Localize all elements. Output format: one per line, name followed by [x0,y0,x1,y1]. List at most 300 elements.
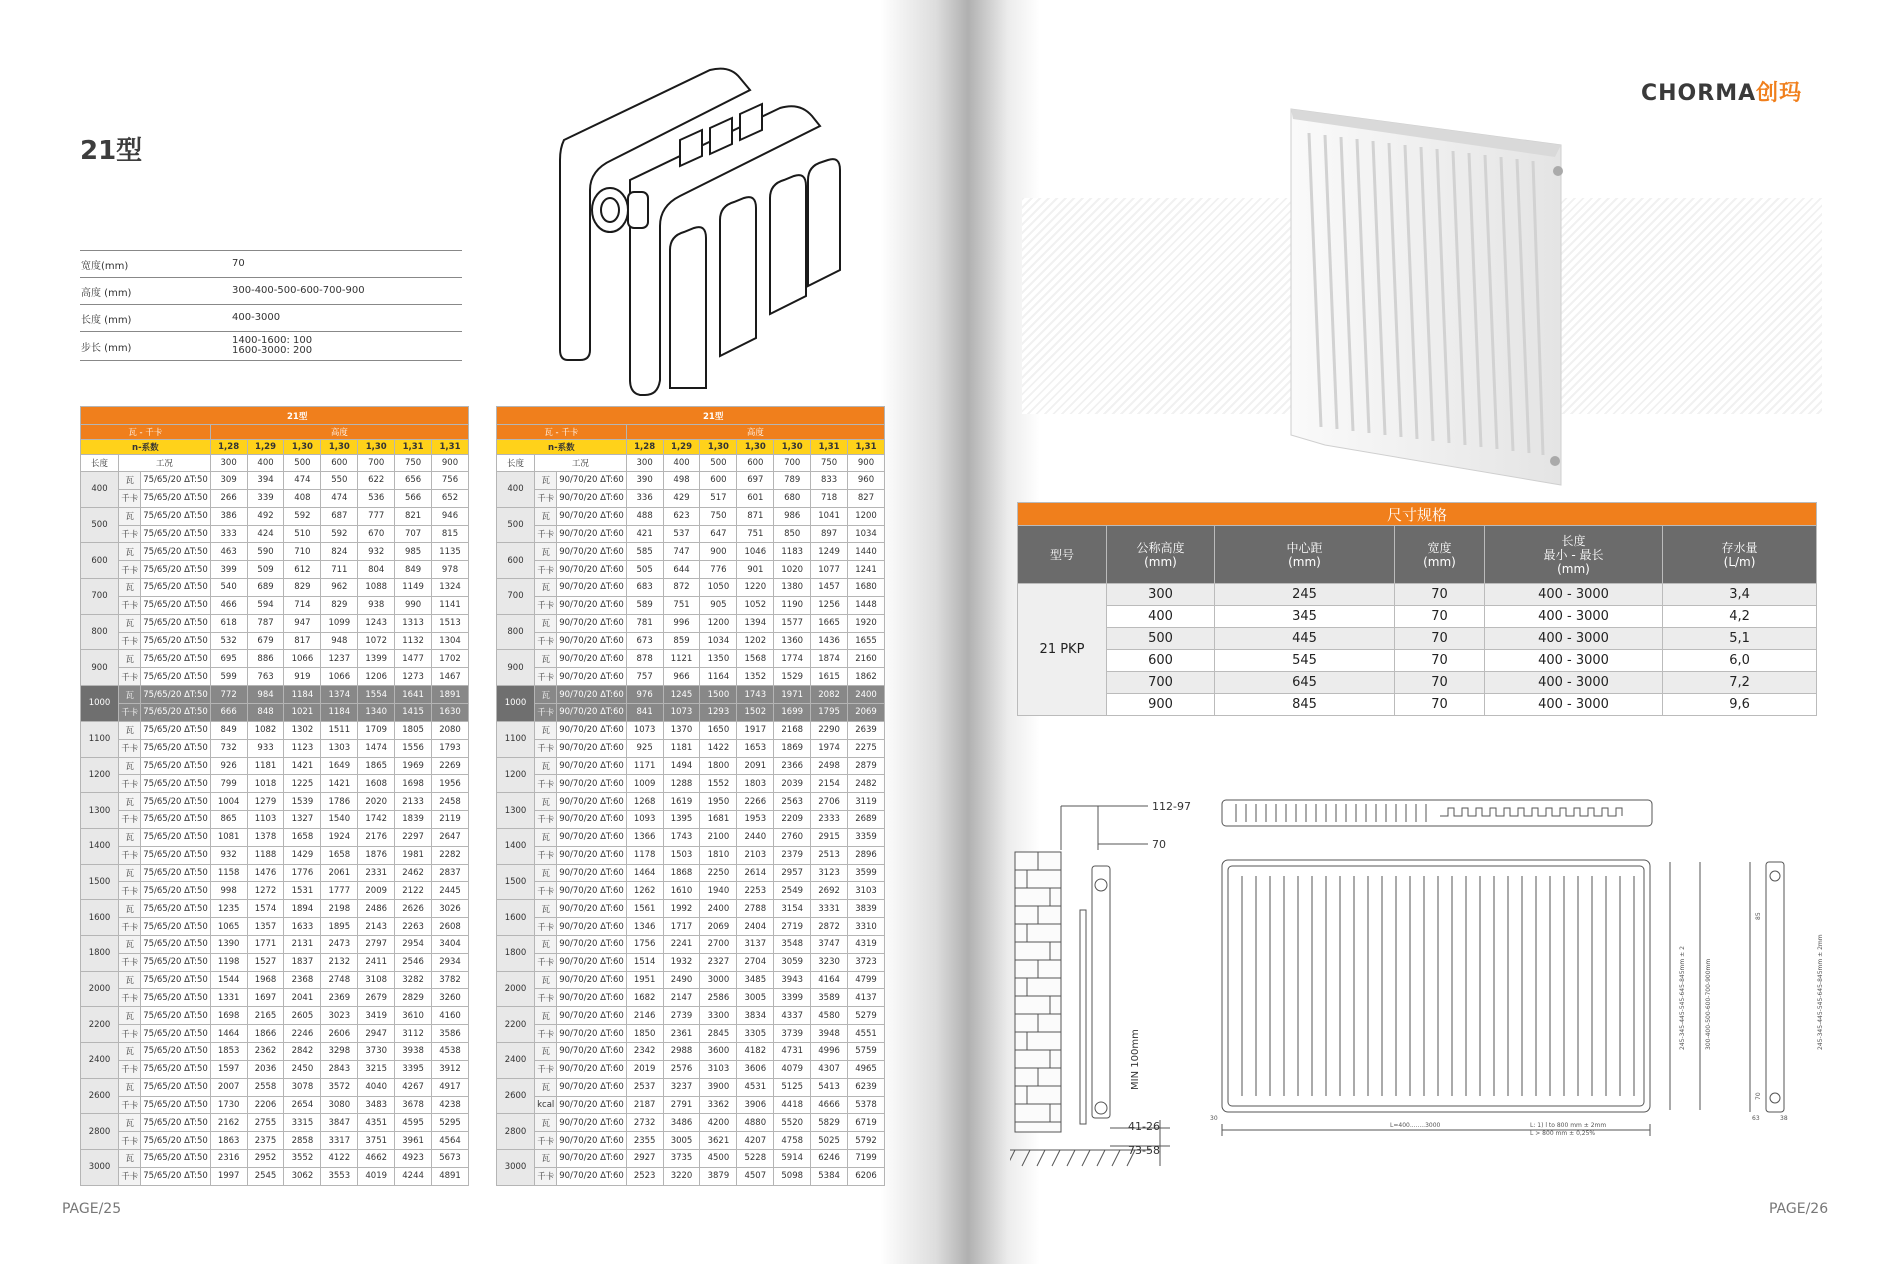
table-row [497,864,885,882]
value-cell: 2546 [395,953,432,971]
length-cell: 600 [81,543,119,579]
value-cell: 695 [210,650,247,668]
value-cell: 3723 [848,953,885,971]
table-row [81,1007,469,1025]
table-row [497,900,885,918]
col-header: 公称高度 (mm) [1107,526,1215,584]
condition-cell: 75/65/20 ΔT:50 [141,1060,210,1078]
value-cell: 509 [247,561,284,579]
unit-cell: 千卡 [535,811,557,829]
value-cell: 1891 [432,686,469,704]
condition-cell: 75/65/20 ΔT:50 [141,918,210,936]
value-cell: 492 [247,507,284,525]
size-row [1018,694,1817,716]
value-cell: 1730 [210,1096,247,1114]
value-cell: 1477 [395,650,432,668]
table-row [81,953,469,971]
length-cell: 400 [497,472,535,508]
value-cell: 2355 [626,1132,663,1150]
n-factor-cell: 1,30 [700,440,737,455]
value-cell: 1190 [774,596,811,614]
table-row [81,864,469,882]
value-cell: 2739 [663,1007,700,1025]
condition-cell: 75/65/20 ΔT:50 [141,1096,210,1114]
value-cell: 517 [700,489,737,507]
length-cell: 1500 [81,864,119,900]
value-cell: 1235 [210,900,247,918]
spec-row [80,277,462,304]
unit-cell: 瓦 [535,543,557,561]
value-cell: 3938 [395,1043,432,1061]
value-cell: 2198 [321,900,358,918]
table-row [81,507,469,525]
value-cell: 990 [395,596,432,614]
size-cell: 70 [1395,628,1485,650]
dim-bottom-1: 41-26 [1128,1120,1160,1133]
value-cell: 1786 [321,793,358,811]
length-cell: 1200 [497,757,535,793]
value-cell: 1184 [284,686,321,704]
value-cell: 1262 [626,882,663,900]
value-cell: 2679 [358,989,395,1007]
table-row [81,543,469,561]
logo-latin: CHORMA [1641,81,1757,106]
value-cell: 540 [210,579,247,597]
condition-cell: 90/70/20 ΔT:60 [557,828,626,846]
condition-cell: 90/70/20 ΔT:60 [557,721,626,739]
value-cell: 1552 [700,775,737,793]
size-row [1018,672,1817,694]
value-cell: 5279 [848,1007,885,1025]
value-cell: 1699 [774,703,811,721]
condition-cell: 75/65/20 ΔT:50 [141,1114,210,1132]
value-cell: 1021 [284,703,321,721]
value-cell: 3589 [811,989,848,1007]
value-cell: 618 [210,614,247,632]
value-cell: 966 [663,668,700,686]
unit-cell: 千卡 [535,1132,557,1150]
spec-key: 步长 (mm) [81,342,132,354]
value-cell: 799 [210,775,247,793]
value-cell: 3315 [284,1114,321,1132]
unit-cell: 瓦 [119,543,141,561]
value-cell: 1529 [774,668,811,686]
unit-cell: 瓦 [535,614,557,632]
value-cell: 1200 [848,507,885,525]
condition-header: 工况 [535,455,627,472]
unit-cell: 千卡 [119,632,141,650]
value-cell: 849 [210,721,247,739]
value-cell: 2147 [663,989,700,1007]
value-cell: 1178 [626,846,663,864]
value-cell: 947 [284,614,321,632]
value-cell: 3735 [663,1150,700,1168]
value-cell: 592 [284,507,321,525]
size-cell: 6,0 [1663,650,1817,672]
value-cell: 2266 [737,793,774,811]
condition-cell: 75/65/20 ΔT:50 [141,579,210,597]
value-cell: 1665 [811,614,848,632]
brand-logo [1641,76,1802,107]
value-cell: 2558 [247,1078,284,1096]
value-cell: 3834 [737,1007,774,1025]
value-cell: 1810 [700,846,737,864]
condition-cell: 75/65/20 ΔT:50 [141,828,210,846]
value-cell: 1034 [848,525,885,543]
table-row [497,828,885,846]
condition-cell: 75/65/20 ΔT:50 [141,1132,210,1150]
table-row [81,1132,469,1150]
value-cell: 1184 [321,703,358,721]
value-cell: 901 [737,561,774,579]
table-title-row [81,407,469,425]
table-title: 21型 [497,407,885,425]
value-cell: 5098 [774,1167,811,1185]
value-cell: 1974 [811,739,848,757]
value-cell: 1924 [321,828,358,846]
value-cell: 1220 [737,579,774,597]
value-cell: 1324 [432,579,469,597]
value-cell: 4595 [395,1114,432,1132]
height-cell: 750 [395,455,432,472]
n-factor-header: n-系数 [81,440,211,455]
value-cell: 1188 [247,846,284,864]
unit-cell: 瓦 [119,1114,141,1132]
value-cell: 850 [774,525,811,543]
value-cell: 776 [700,561,737,579]
value-cell: 2954 [395,935,432,953]
value-cell: 1619 [663,793,700,811]
length-cell: 1200 [81,757,119,793]
value-cell: 3317 [321,1132,358,1150]
unit-cell: 瓦 [535,900,557,918]
value-cell: 960 [848,472,885,490]
unit-cell: 千卡 [119,1096,141,1114]
unit-cell: 千卡 [119,1060,141,1078]
condition-cell: 75/65/20 ΔT:50 [141,686,210,704]
n-factor-cell: 1,29 [663,440,700,455]
unit-cell: 瓦 [535,650,557,668]
value-cell: 1932 [663,953,700,971]
value-cell: 3483 [358,1096,395,1114]
value-cell: 1171 [626,757,663,775]
value-cell: 666 [210,703,247,721]
condition-cell: 90/70/20 ΔT:60 [557,900,626,918]
unit-cell: 瓦 [119,614,141,632]
unit-cell: 千卡 [119,882,141,900]
value-cell: 1073 [626,721,663,739]
value-cell: 2896 [848,846,885,864]
value-cell: 3419 [358,1007,395,1025]
value-cell: 2576 [663,1060,700,1078]
value-cell: 3137 [737,935,774,953]
unit-cell: 瓦 [119,1007,141,1025]
condition-cell: 75/65/20 ΔT:50 [141,935,210,953]
value-cell: 2404 [737,918,774,936]
value-cell: 3751 [358,1132,395,1150]
size-cell: 400 - 3000 [1485,672,1663,694]
heat-output-table-75-65-20 [80,406,469,1186]
value-cell: 1774 [774,650,811,668]
table-row [81,596,469,614]
value-cell: 2706 [811,793,848,811]
size-cell: 70 [1395,650,1485,672]
unit-cell: 千卡 [119,525,141,543]
value-cell: 1164 [700,668,737,686]
value-cell: 1917 [737,721,774,739]
height-cell: 300 [210,455,247,472]
technical-drawing [1010,790,1850,1200]
condition-cell: 90/70/20 ΔT:60 [557,561,626,579]
condition-cell: 75/65/20 ΔT:50 [141,793,210,811]
value-cell: 2704 [737,953,774,971]
spec-key: 高度 (mm) [81,287,132,299]
value-cell: 2007 [210,1078,247,1096]
spec-value: 300-400-500-600-700-900 [232,285,365,296]
value-cell: 1862 [848,668,885,686]
condition-cell: 75/65/20 ΔT:50 [141,1007,210,1025]
value-cell: 1561 [626,900,663,918]
height-header: 高度 [210,425,468,440]
value-cell: 1476 [247,864,284,882]
unit-cell: 千卡 [535,525,557,543]
value-cell: 1243 [358,614,395,632]
value-cell: 3298 [321,1043,358,1061]
unit-cell: 瓦 [119,579,141,597]
unit-header: 瓦 - 千卡 [81,425,211,440]
column-header-row [497,455,885,472]
value-cell: 2400 [848,686,885,704]
length-header: 长度 [81,455,119,472]
table-row [81,739,469,757]
dim-85: 85 [1755,912,1762,920]
value-cell: 1874 [811,650,848,668]
value-cell: 2858 [284,1132,321,1150]
value-cell: 670 [358,525,395,543]
condition-cell: 90/70/20 ΔT:60 [557,543,626,561]
value-cell: 1615 [811,668,848,686]
unit-cell: 千卡 [535,1060,557,1078]
unit-cell: 千卡 [535,1025,557,1043]
left-page [0,0,930,1264]
value-cell: 1494 [663,757,700,775]
dim-bottom-2: 73-58 [1128,1144,1160,1157]
size-cell: 7,2 [1663,672,1817,694]
value-cell: 1272 [247,882,284,900]
value-cell: 871 [737,507,774,525]
condition-cell: 90/70/20 ΔT:60 [557,703,626,721]
unit-cell: 瓦 [119,1150,141,1168]
unit-cell: 瓦 [119,935,141,953]
value-cell: 4307 [811,1060,848,1078]
value-cell: 390 [626,472,663,490]
unit-cell: 千卡 [119,918,141,936]
value-cell: 1052 [737,596,774,614]
value-cell: 4079 [774,1060,811,1078]
spec-value: 1400-1600: 100 1600-3000: 200 [232,335,313,356]
size-cell: 5,1 [1663,628,1817,650]
height-cell: 400 [663,455,700,472]
value-cell: 2445 [432,882,469,900]
value-cell: 2165 [247,1007,284,1025]
value-cell: 2379 [774,846,811,864]
model-cell: 21 PKP [1018,584,1107,716]
size-table-title: 尺寸规格 [1018,503,1817,526]
length-cell: 2800 [497,1114,535,1150]
value-cell: 1920 [848,614,885,632]
value-cell: 687 [321,507,358,525]
unit-cell: 瓦 [535,971,557,989]
height-cell: 300 [626,455,663,472]
value-cell: 3108 [358,971,395,989]
height-cell: 600 [321,455,358,472]
value-cell: 2122 [395,882,432,900]
value-cell: 2282 [432,846,469,864]
value-cell: 1066 [284,650,321,668]
value-cell: 3005 [737,989,774,1007]
value-cell: 4880 [737,1114,774,1132]
value-cell: 532 [210,632,247,650]
value-cell: 848 [247,703,284,721]
value-cell: 2253 [737,882,774,900]
value-cell: 1803 [737,775,774,793]
unit-cell: 瓦 [535,1150,557,1168]
value-cell: 1093 [626,811,663,829]
unit-cell: 瓦 [535,793,557,811]
size-cell: 600 [1107,650,1215,672]
value-cell: 4538 [432,1043,469,1061]
value-cell: 2263 [395,918,432,936]
size-cell: 700 [1107,672,1215,694]
dim-top: 112-97 [1152,800,1191,813]
value-cell: 1756 [626,935,663,953]
unit-cell: 瓦 [119,971,141,989]
condition-cell: 75/65/20 ΔT:50 [141,721,210,739]
value-cell: 886 [247,650,284,668]
height-cell: 500 [284,455,321,472]
unit-cell: 千卡 [535,989,557,1007]
value-cell: 2842 [284,1043,321,1061]
value-cell: 1777 [321,882,358,900]
table-row [81,1096,469,1114]
value-cell: 2760 [774,828,811,846]
unit-cell: 千卡 [535,1167,557,1185]
value-cell: 3123 [811,864,848,882]
condition-cell: 75/65/20 ΔT:50 [141,703,210,721]
value-cell: 2297 [395,828,432,846]
size-cell: 400 - 3000 [1485,584,1663,606]
value-cell: 644 [663,561,700,579]
condition-cell: 75/65/20 ΔT:50 [141,882,210,900]
value-cell: 424 [247,525,284,543]
unit-cell: 千卡 [119,668,141,686]
value-cell: 1869 [774,739,811,757]
table-row [81,668,469,686]
unit-cell: 瓦 [119,900,141,918]
value-cell: 757 [626,668,663,686]
spec-value: 400-3000 [232,312,281,323]
value-cell: 3237 [663,1078,700,1096]
value-cell: 3485 [737,971,774,989]
length-cell: 600 [497,543,535,579]
value-cell: 3839 [848,900,885,918]
value-cell: 2333 [811,811,848,829]
table-row [497,703,885,721]
value-cell: 3553 [321,1167,358,1185]
height-cell: 600 [737,455,774,472]
value-cell: 946 [432,507,469,525]
value-cell: 2036 [247,1060,284,1078]
table-row [497,989,885,1007]
length-cell: 700 [81,579,119,615]
value-cell: 3548 [774,935,811,953]
value-cell: 474 [321,489,358,507]
value-cell: 6246 [811,1150,848,1168]
n-factor-cell: 1,31 [395,440,432,455]
value-cell: 3000 [700,971,737,989]
value-cell: 2934 [432,953,469,971]
value-cell: 1065 [210,918,247,936]
length-cell: 2800 [81,1114,119,1150]
size-cell: 4,2 [1663,606,1817,628]
value-cell: 5384 [811,1167,848,1185]
unit-cell: 千卡 [119,561,141,579]
value-cell: 996 [663,614,700,632]
value-cell: 537 [663,525,700,543]
unit-cell: 瓦 [535,864,557,882]
value-cell: 817 [284,632,321,650]
length-cell: 800 [81,614,119,650]
value-cell: 4238 [432,1096,469,1114]
value-cell: 1225 [284,775,321,793]
value-cell: 2168 [774,721,811,739]
value-cell: 1771 [247,935,284,953]
unit-header: 瓦 - 千卡 [497,425,627,440]
value-cell: 394 [247,472,284,490]
table-row [81,1114,469,1132]
value-cell: 3621 [700,1132,737,1150]
value-cell: 1655 [848,632,885,650]
length-cell: 2600 [497,1078,535,1114]
table-row [81,811,469,829]
value-cell: 1273 [395,668,432,686]
condition-cell: 75/65/20 ΔT:50 [141,811,210,829]
value-cell: 1350 [700,650,737,668]
condition-cell: 75/65/20 ΔT:50 [141,543,210,561]
value-cell: 2498 [811,757,848,775]
value-cell: 2719 [774,918,811,936]
value-cell: 1202 [737,632,774,650]
value-cell: 1866 [247,1025,284,1043]
value-cell: 1574 [247,900,284,918]
value-cell: 1743 [663,828,700,846]
condition-cell: 75/65/20 ΔT:50 [141,900,210,918]
condition-cell: 90/70/20 ΔT:60 [557,472,626,490]
size-cell: 9,6 [1663,694,1817,716]
size-cell: 500 [1107,628,1215,650]
value-cell: 2269 [432,757,469,775]
value-cell: 4137 [848,989,885,1007]
value-cell: 536 [358,489,395,507]
value-cell: 1554 [358,686,395,704]
table-row [81,632,469,650]
size-cell: 245 [1215,584,1395,606]
unit-cell: 瓦 [119,721,141,739]
value-cell: 710 [284,543,321,561]
length-label: L=400........3000 [1390,1122,1441,1129]
value-cell: 1429 [284,846,321,864]
value-cell: 474 [284,472,321,490]
